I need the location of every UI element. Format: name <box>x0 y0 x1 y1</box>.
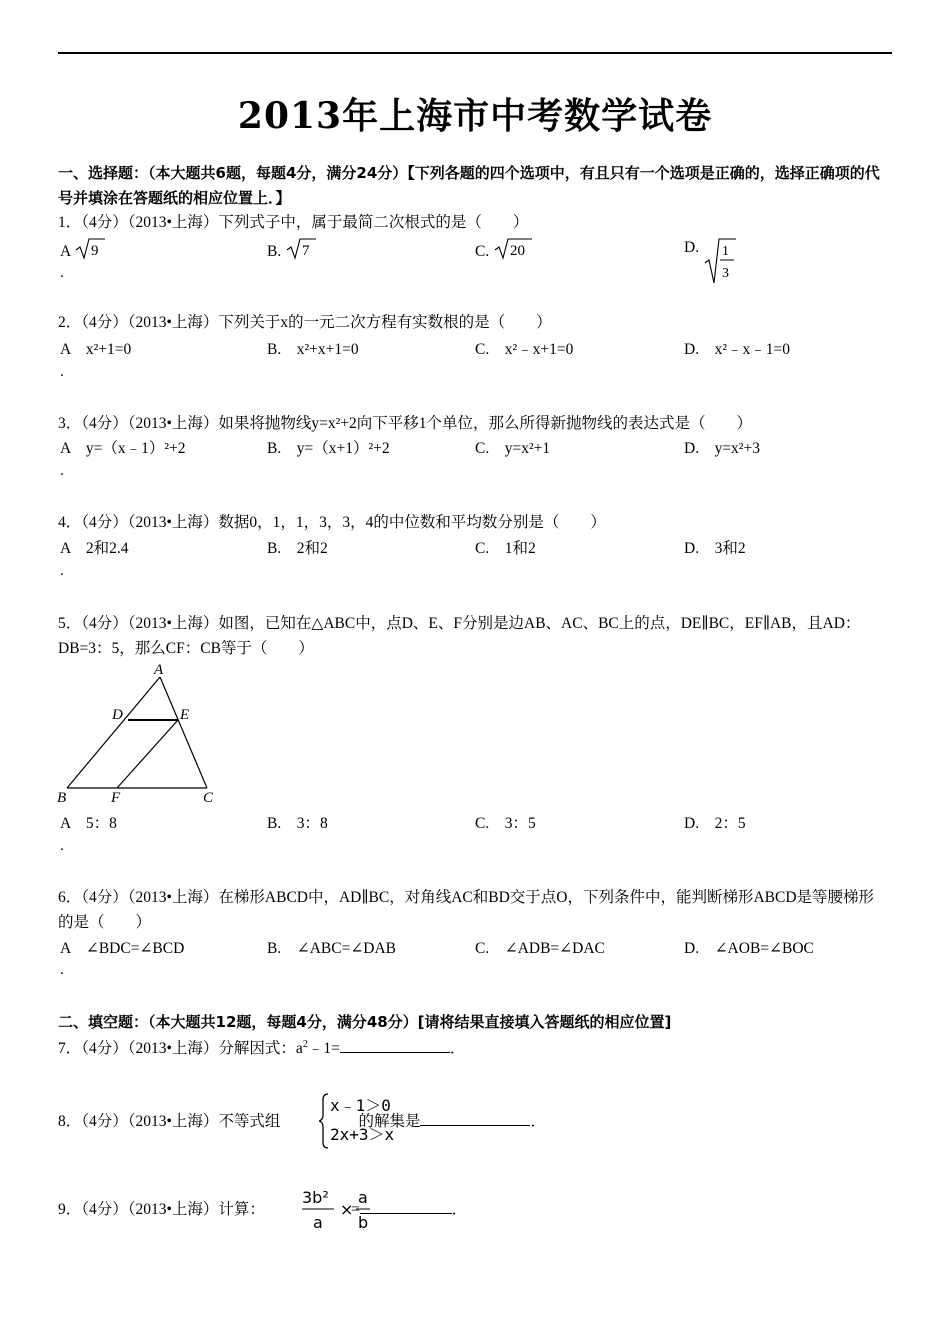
q1-option-c-radical <box>493 237 533 268</box>
q2-option-a: A x²+1=0 <box>60 341 132 358</box>
page-title: 2013年上海市中考数学试卷 <box>237 95 713 137</box>
q1-option-b <box>267 237 317 268</box>
q8-answer-blank <box>420 1111 530 1126</box>
question-3-stem: 3．（4分）（2013•上海）如果将抛物线y=x²+2向下平移1个单位，那么所得新抛物线的表达式是（ ） <box>58 415 753 432</box>
q3-option-d: D. y=x²+3 <box>684 440 760 457</box>
q4-option-a: A 2和2.4 <box>60 540 129 557</box>
q1-option-c <box>475 237 533 268</box>
q1-option-d <box>684 237 737 294</box>
q9-frac1-numerator: 3b² <box>302 1188 329 1207</box>
q6-option-c: C. ∠ADB=∠DAC <box>475 940 605 957</box>
question-1-stem: 1．（4分）（2013•上海）下列式子中，属于最简二次根式的是（ ） <box>58 214 529 231</box>
q8-prefix: 8．（4分）（2013•上海）不等式组 <box>58 1113 281 1130</box>
q4-option-c: C. 1和2 <box>475 540 536 557</box>
q5-option-c: C. 3：5 <box>475 815 536 832</box>
figure-label-d: D <box>112 707 123 723</box>
figure-label-b: B <box>57 790 67 806</box>
q2-option-c: C. x²﹣x+1=0 <box>475 341 574 358</box>
q9-frac2-denominator: b <box>358 1213 369 1232</box>
q3-option-c: C. y=x²+1 <box>475 440 551 457</box>
triangle-figure <box>55 662 225 817</box>
q1-option-c-label: C. <box>475 243 490 261</box>
q2-option-b: B. x²+x+1=0 <box>267 341 359 358</box>
question-4-stem: 4．（4分）（2013•上海）数据0，1，1，3，3，4的中位数和平均数分别是（ ） <box>58 514 606 531</box>
q7-end: ． <box>449 1040 466 1057</box>
q3-option-a: A y=（x﹣1）²+2 <box>60 440 186 457</box>
question-8 <box>58 1109 894 1134</box>
inequality-1: x﹣1＞0 <box>330 1096 391 1115</box>
q6-option-a: A ∠BDC=∠BCD <box>60 940 185 957</box>
figure-label-c: C <box>203 790 214 806</box>
inequality-2: 2x+3＞x <box>330 1125 395 1144</box>
q1-b-radicand: 7 <box>302 243 310 259</box>
q6-option-d: D. ∠AOB=∠BOC <box>684 940 814 957</box>
q1-option-d-label: D. <box>684 239 700 256</box>
q9-end: ． <box>451 1201 468 1218</box>
q4-option-b: B. 2和2 <box>267 540 328 557</box>
q1-a-radicand: 9 <box>91 243 99 259</box>
q5-option-b: B. 3：8 <box>267 815 328 832</box>
q9-expression <box>300 1183 386 1240</box>
q8-end: ． <box>530 1113 546 1130</box>
top-rule <box>58 52 892 54</box>
q6-dot: . <box>60 962 64 978</box>
figure-label-a: A <box>154 662 164 678</box>
question-9 <box>58 1197 894 1222</box>
q3-option-b: B. y=（x+1）²+2 <box>267 440 390 457</box>
q7-exponent: 2 <box>302 1038 308 1050</box>
q1-option-a <box>60 237 106 268</box>
q8-suffix: 的解集是 <box>358 1113 421 1130</box>
q7-prefix: 7．（4分）（2013•上海）分解因式：a <box>58 1040 303 1057</box>
q9-suffix: = <box>350 1201 360 1218</box>
q1-option-a-label: A <box>60 243 71 261</box>
question-6-stem: 6．（4分）（2013•上海）在梯形ABCD中，AD∥BC，对角线AC和BD交于点O，下列条件中，能判断梯形ABCD是等腰梯形的是（ ） <box>58 889 875 931</box>
q2-dot: . <box>60 364 64 380</box>
section-2-heading: 二、填空题：（本大题共12题，每题4分，满分48分）[请将结果直接填入答题纸的相应位置] <box>58 1013 672 1031</box>
q2-option-d: D. x²﹣x﹣1=0 <box>684 341 790 358</box>
q1-option-b-label: B. <box>267 243 282 261</box>
figure-label-f: F <box>111 790 121 806</box>
question-5-stem: 5．（4分）（2013•上海）如图，已知在△ABC中，点D、E、F分别是边AB、AC、BC上的点，DE∥BC，EF∥AB，且AD：DB=3：5，那么CF：CB等于（ ） <box>58 615 861 657</box>
q3-dot: . <box>60 463 64 479</box>
q1-option-b-radical <box>285 237 317 268</box>
inequality-system <box>319 1092 401 1155</box>
q7-suffix: ﹣1= <box>307 1040 340 1057</box>
q5-dot: . <box>60 838 64 854</box>
q1-d-denominator: 3 <box>721 266 729 281</box>
q9-frac1-denominator: a <box>313 1213 323 1232</box>
q1-option-a-radical <box>74 237 106 268</box>
q4-dot: . <box>60 563 64 579</box>
q5-option-d: D. 2：5 <box>684 815 746 832</box>
question-7 <box>58 1036 894 1061</box>
question-2-stem: 2．（4分）（2013•上海）下列关于x的一元二次方程有实数根的是（ ） <box>58 314 552 331</box>
q1-d-numerator: 1 <box>721 244 729 259</box>
q1-dot: . <box>60 265 64 281</box>
q9-prefix: 9．（4分）（2013•上海）计算： <box>58 1201 265 1218</box>
q7-answer-blank <box>340 1038 450 1053</box>
q1-c-radicand: 20 <box>510 243 526 259</box>
q9-times-sign: × <box>340 1200 354 1219</box>
q6-option-b: B. ∠ABC=∠DAB <box>267 940 397 957</box>
figure-label-e: E <box>180 707 190 723</box>
q5-option-a: A 5：8 <box>60 815 117 832</box>
q4-option-d: D. 3和2 <box>684 540 746 557</box>
q9-frac2-numerator: a <box>358 1188 368 1207</box>
q1-option-d-radical <box>703 237 737 294</box>
section-1-heading: 一、选择题：（本大题共6题，每题4分，满分24分）【下列各题的四个选项中，有且只有一个选项是正确的，选择正确项的代号并填涂在答题纸的相应位置上．】 <box>58 164 880 207</box>
